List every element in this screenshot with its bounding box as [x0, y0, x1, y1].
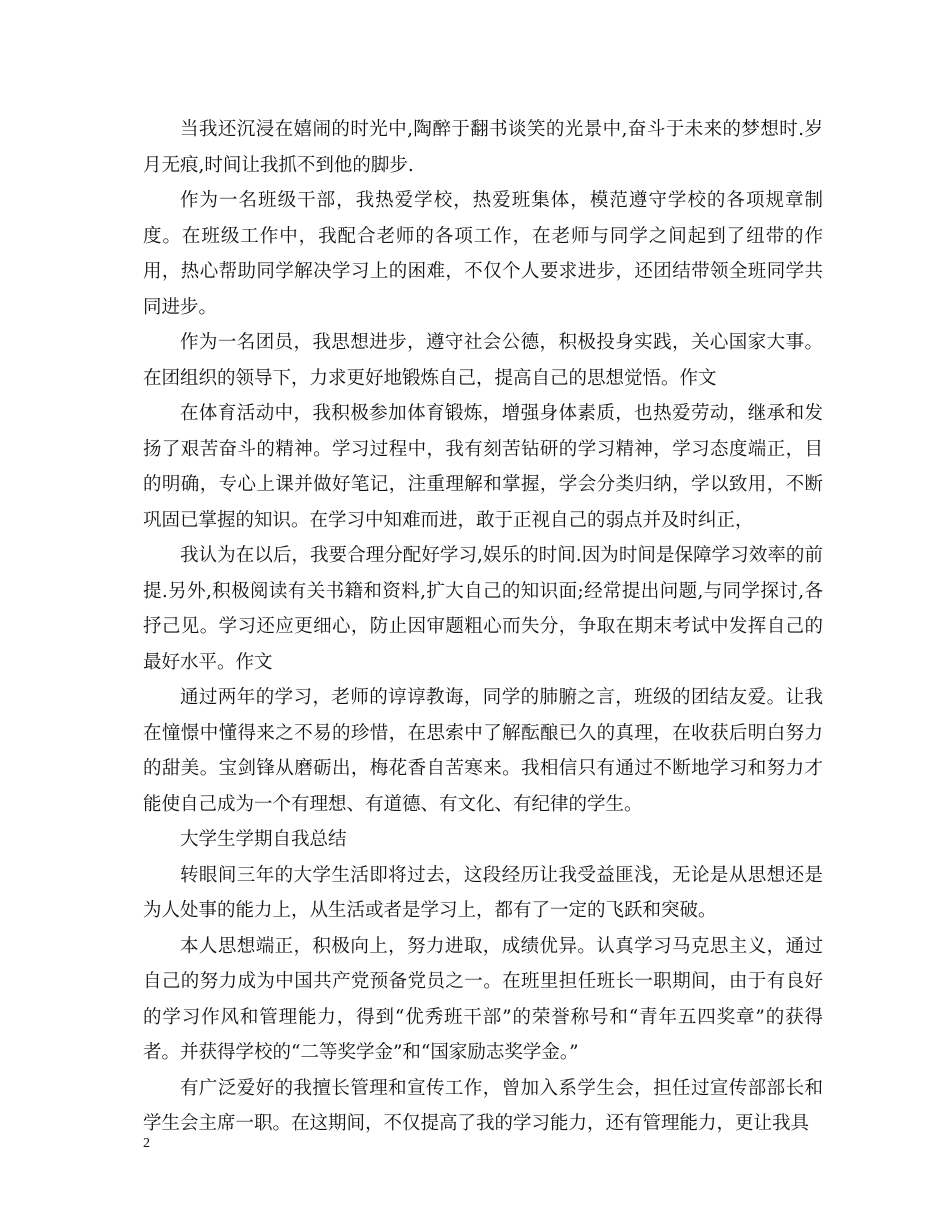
paragraph-sports-study: 在体育活动中，我积极参加体育锻炼，增强身体素质，也热爱劳动，继承和发扬了艰苦奋斗的精神。学习过程中，我有刻苦钻研的学习精神，学习态度端正，目的明确，专心上课并做好笔记，注重理解和掌握，学会分类归纳，学以致用，不断巩固已掌握的知识。在学习中知难而进，敢于正视自己的弱点并及时纠正，	[143, 403, 823, 531]
page-number: 2	[143, 1136, 150, 1151]
paragraph-hobbies: 有广泛爱好的我擅长管理和宣传工作，曾加入系学生会，担任过宣传部部长和学生会主席一职。在这期间，不仅提高了我的学习能力，还有管理能力，更让我具	[143, 1077, 823, 1134]
document-body	[143, 112, 823, 1142]
paragraph-league-member: 作为一名团员，我思想进步，遵守社会公德，积极投身实践，关心国家大事。在团组织的领导下，力求更好地锻炼自己，提高自己的思想觉悟。作文	[143, 332, 823, 389]
paragraph-three-years: 转眼间三年的大学生活即将过去，这段经历让我受益匪浅，无论是从思想还是为人处事的能力上，从生活或者是学习上，都有了一定的飞跃和突破。	[143, 864, 823, 921]
section-heading: 大学生学期自我总结	[180, 829, 347, 850]
paragraph-thought: 本人思想端正，积极向上，努力进取，成绩优异。认真学习马克思主义，通过自己的努力成为中国共产党预备党员之一。在班里担任班长一职期间，由于有良好的学习作风和管理能力，得到“优秀班干部”的荣誉称号和“青年五四奖章”的获得者。并获得学校的“二等奖学金”和“国家励志奖学金。”	[143, 935, 823, 1063]
paragraph-two-years: 通过两年的学习，老师的谆谆教诲，同学的肺腑之言，班级的团结友爱。让我在憧憬中懂得来之不易的珍惜，在思索中了解酝酿已久的真理，在收获后明白努力的甜美。宝剑锋从磨砺出，梅花香自苦寒来。我相信只有通过不断地学习和努力才能使自己成为一个有理想、有道德、有文化、有纪律的学生。	[143, 687, 823, 815]
paragraph-future-plan: 我认为在以后，我要合理分配好学习,娱乐的时间.因为时间是保障学习效率的前提.另外,积极阅读有关书籍和资料,扩大自己的知识面;经常提出问题,与同学探讨,各抒己见。学习还应更细心，防止因审题粗心而失分，争取在期末考试中发挥自己的最好水平。作文	[143, 545, 823, 673]
paragraph-time: 当我还沉浸在嬉闹的时光中,陶醉于翻书谈笑的光景中,奋斗于未来的梦想时.岁月无痕,时间让我抓不到他的脚步.	[143, 119, 823, 176]
paragraph-class-cadre: 作为一名班级干部，我热爱学校，热爱班集体，模范遵守学校的各项规章制度。在班级工作中，我配合老师的各项工作，在老师与同学之间起到了纽带的作用，热心帮助同学解决学习上的困难，不仅个人要求进步，还团结带领全班同学共同进步。	[143, 190, 823, 318]
